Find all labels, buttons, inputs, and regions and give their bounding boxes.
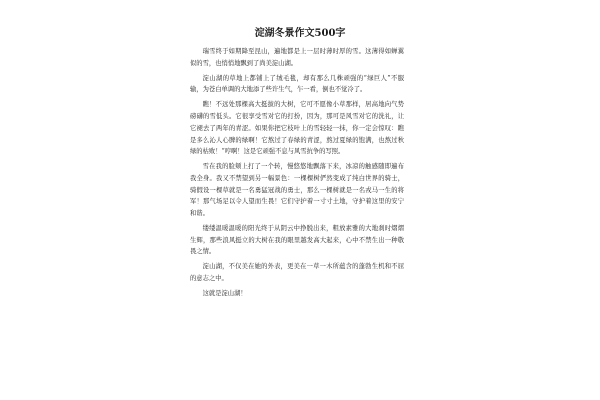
essay-paragraph: 淀山湖的草地上都铺上了绒毛毯，却有那么几株顽强的“绿巨人”不服输，为苍白单调的大地添了些许生气，乍一看，倒也不觉冷了。 bbox=[190, 74, 404, 94]
essay-paragraph: 缕缕温暖温暖的阳光终于从阴云中挣脱出来，粗放素雅的大地刹时熠熠生辉，那些浪风挺立的大树在我的眼里越发高大起来，心中不禁生出一种敬畏之情。 bbox=[190, 225, 404, 256]
essay-body bbox=[190, 46, 404, 303]
essay-title: 淀湖冬景作文500字 bbox=[254, 28, 346, 39]
essay-paragraph: 淀山湖，不仅美在她的外表，更美在一草一木所蕴含的蓬勃生机和不屈的意志之中。 bbox=[190, 263, 404, 283]
essay-paragraph: 瞧！不远处那棵高大挺拔的大树，它可不愿像小草那样，居高地向气势磅礴的雪低头。它很享受雪对它的打扮，因为，那可是风雪对它的洗礼，让它褪去了两年的青涩。如果你把它枝叶上的雪轻轻一抹，你一定会惊叹：瞧是多么沁人心脾的绿啊！它熬过了春绿的青涩，熬过夏绿的饱满，也熬过秋绿的枯败！“哼啊！这是它顽强不息与风雪抗争的写照。 bbox=[190, 101, 404, 156]
essay-paragraph: 雪在我的脸颊上打了一个转，慢悠悠地飘落下来，冰凉的触感随即遍布我全身。我又不禁望到另一幅景色：一棵棵树俨然变成了纯白世界的骑士，骑假设一棵草就是一名勇猛冠战的勇士，那么一棵树就是一名戎马一生的将军！那气场足以令人望而生畏！它们守护着一寸寸土地，守护着这里的安宁和谐。 bbox=[190, 163, 404, 218]
essay-paragraph: 瑞雪终于如期降至昆山，遍地都是上一层时薄时厚的雪。这薄得如蝉翼似的雪，也悄悄地飘到了尚美淀山湖。 bbox=[190, 48, 404, 67]
essay-paragraph: 这就是淀山湖！ bbox=[202, 290, 247, 298]
